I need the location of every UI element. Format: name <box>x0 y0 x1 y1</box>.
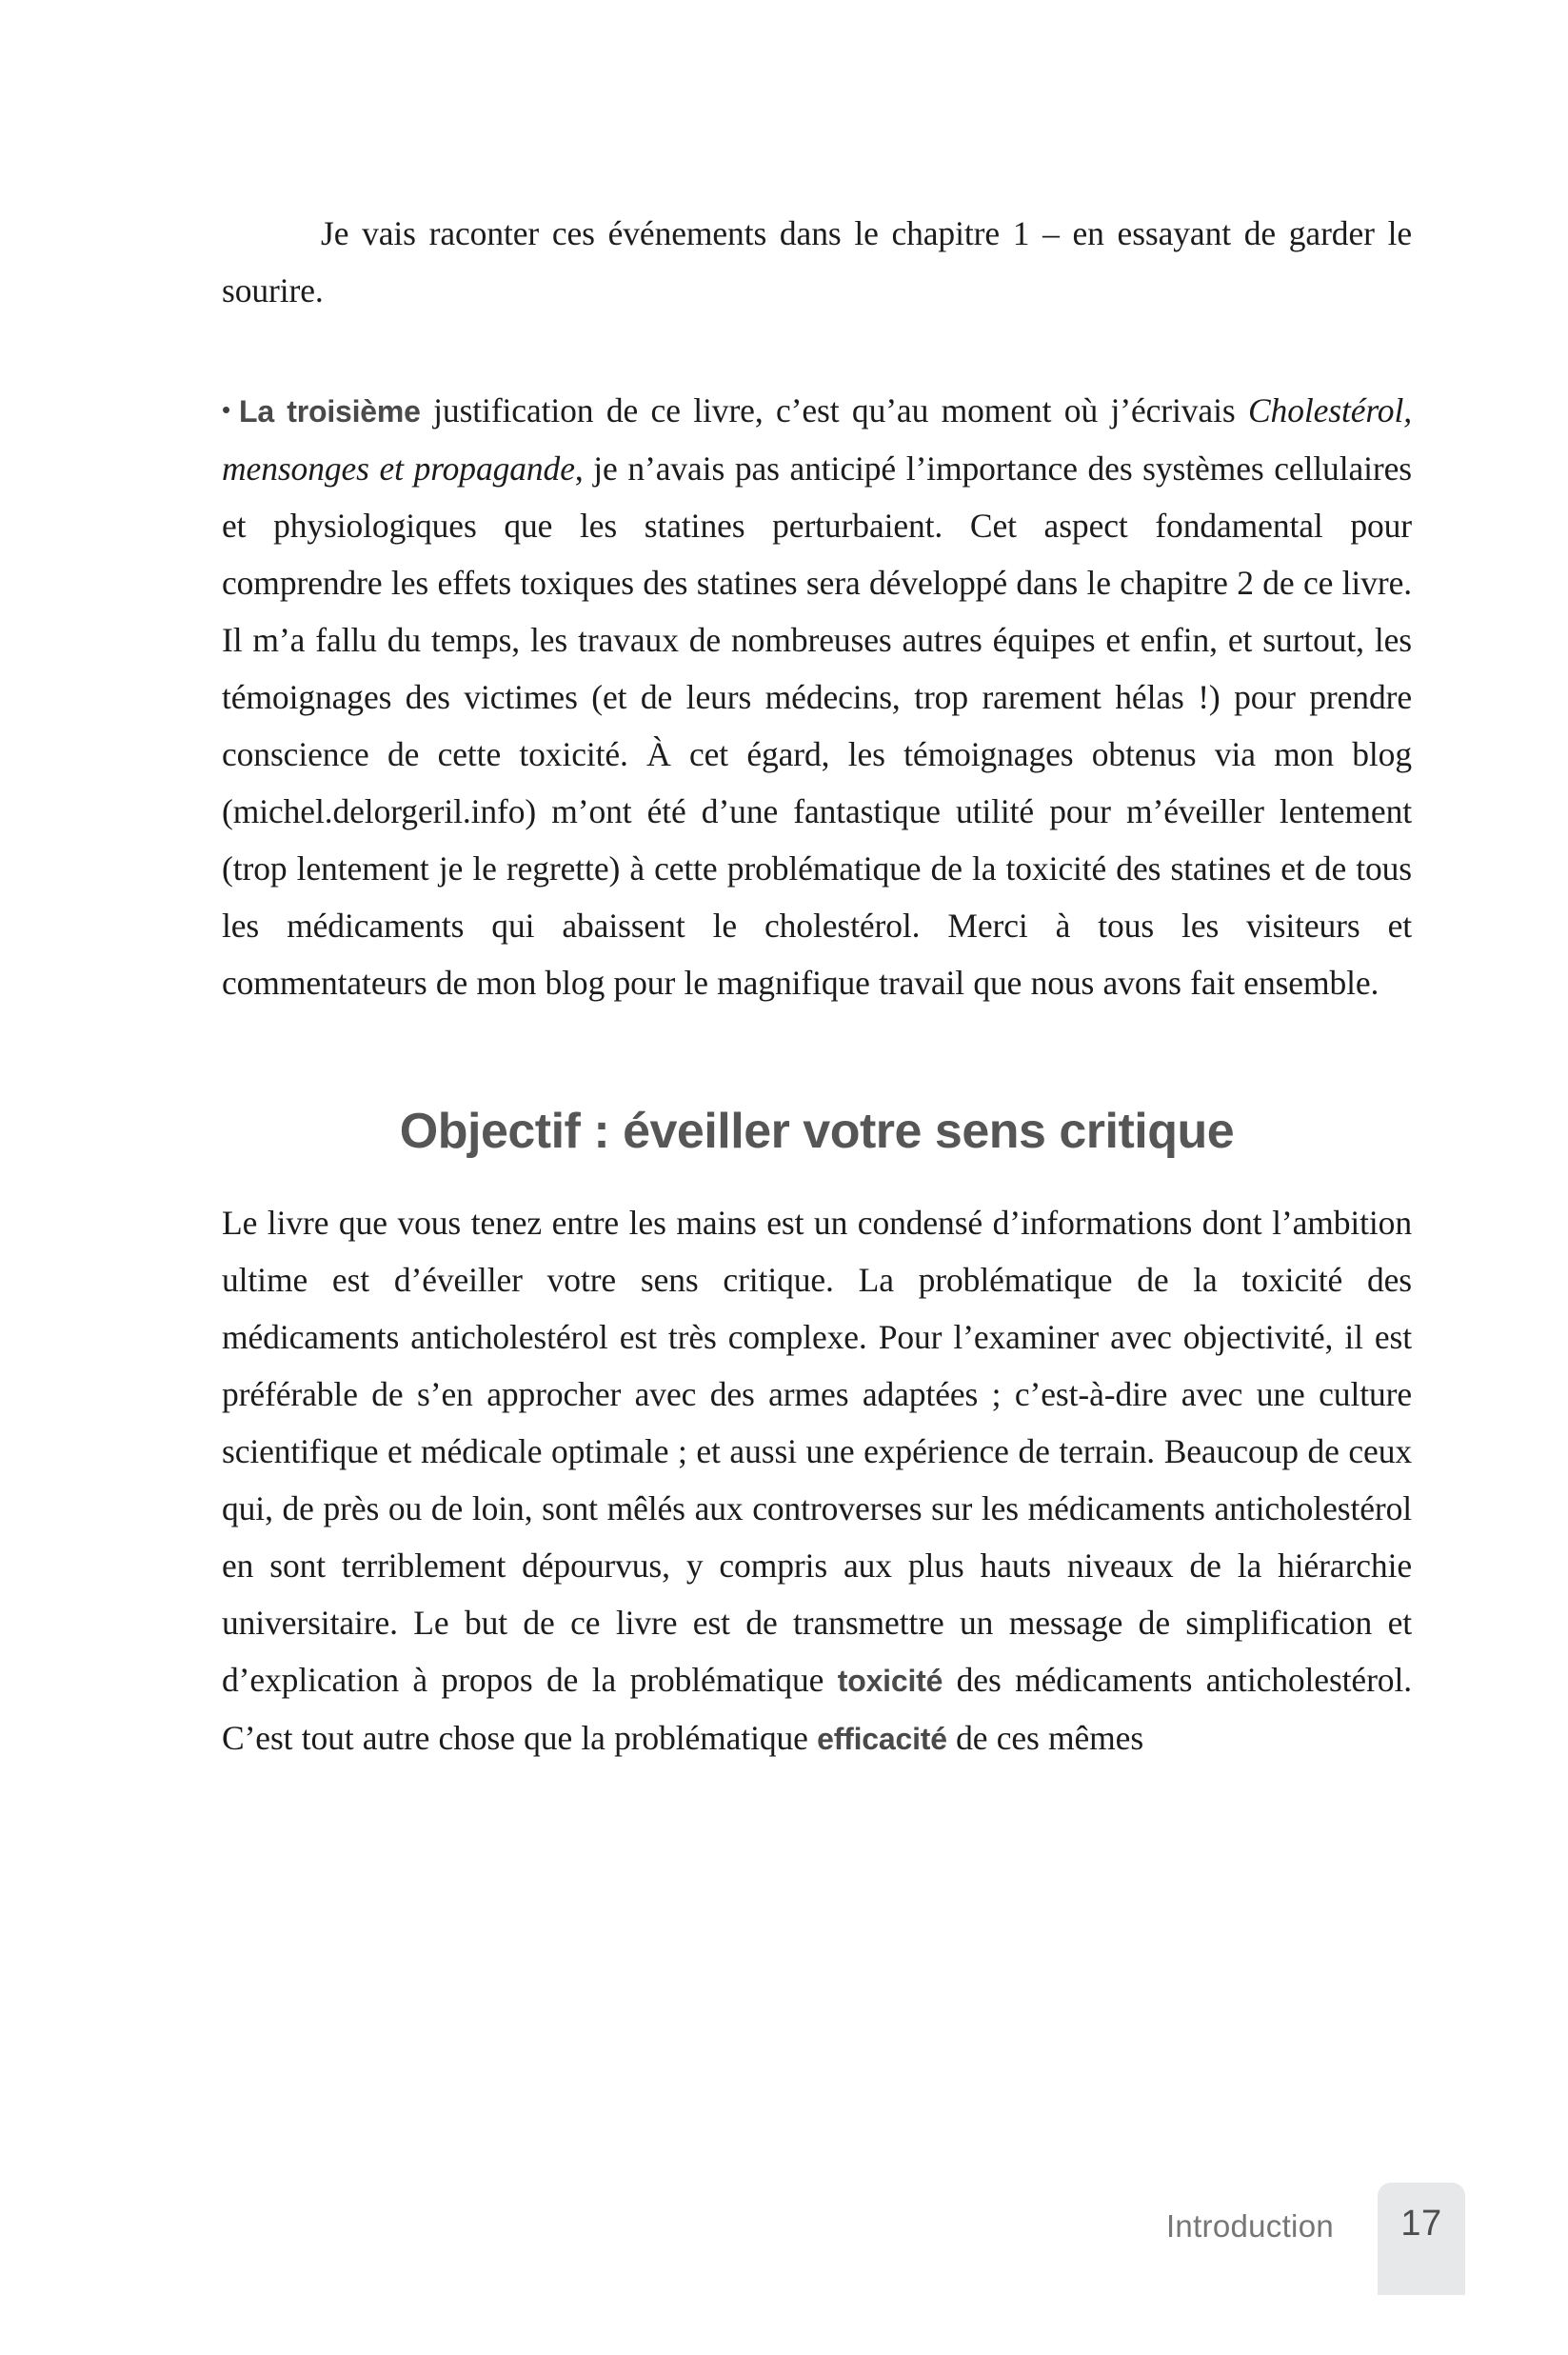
page-number-badge <box>1378 2183 1465 2295</box>
section-heading: Objectif : éveiller votre sens critique <box>399 1104 1235 1159</box>
book-title-italic: Cholestérol, mensonges et propagande <box>222 391 1412 488</box>
inline-emphasis-toxicite: toxicité <box>837 1664 943 1698</box>
paragraph-objective-body <box>222 1194 1412 1767</box>
section-text-part-c: de ces mêmes <box>946 1719 1144 1757</box>
footer-inner <box>1166 2183 1465 2295</box>
bullet-icon: • <box>222 395 231 424</box>
paragraph-intro: Je vais raconter ces événements dans le chapitre 1 – en essayant de garder le sourire. <box>222 214 1412 309</box>
footer-section-label: Introduction <box>1165 2208 1334 2244</box>
section-text-part-b: des médicaments anticholestérol. C’est tout autre chose que la problématique <box>222 1661 1412 1757</box>
paragraph-third-justification <box>222 382 1412 1011</box>
paragraph-text-part-a: justification de ce livre, c’est qu’au moment où j’écrivais <box>420 391 1248 429</box>
page-content <box>222 205 1412 1767</box>
paragraph-text-part-b: , je n’avais pas anticipé l’importance des systèmes cellulaires et physiologiques que les statines perturbaient. Cet aspect fondamental pour comprendre les effets toxiques des statines sera développé dans le chapitre 2 de ce livre. Il m’a fallu du temps, les travaux de nombreuses autres équipes et enfin, et surtout, les témoignages des victimes (et de leurs médecins, trop rarement hélas !) pour prendre conscience de cette toxicité. À cet égard, les témoignages obtenus via mon blog (michel.delorgeril.info) m’ont été d’une fantastique utilité pour m’éveiller lentement (trop lentement je le regrette) à cette problématique de la toxicité des statines et de tous les médicaments qui abaissent le cholestérol. Merci à tous les visiteurs et commentateurs de mon blog pour le magnifique travail que nous avons fait ensemble. <box>222 449 1412 1002</box>
page-footer <box>0 2183 1568 2287</box>
inline-emphasis-efficacite: efficacité <box>817 1722 947 1756</box>
inline-emphasis-la-troisieme: La troisième <box>239 394 421 429</box>
section-text-part-a: Le livre que vous tenez entre les mains est un condensé d’informations dont l’ambition ultime est d’éveiller votre sens critique. La problématique de la toxicité des médicaments anticholestérol est très complexe. Pour l’examiner avec objectivité, il est préférable de s’en approcher avec des armes adaptées ; c’est-à-dire avec une culture scientifique et médicale optimale ; et aussi une expérience de terrain. Beaucoup de ceux qui, de près ou de loin, sont mêlés aux controverses sur les médicaments anticholestérol en sont terriblement dépourvus, y compris aux plus hauts niveaux de la hiérarchie universitaire. Le but de ce livre est de transmettre un message de simplification et d’explication à propos de la problématique <box>222 1204 1412 1699</box>
section-heading-block <box>222 1103 1412 1160</box>
page-number: 17 <box>1400 2204 1442 2244</box>
